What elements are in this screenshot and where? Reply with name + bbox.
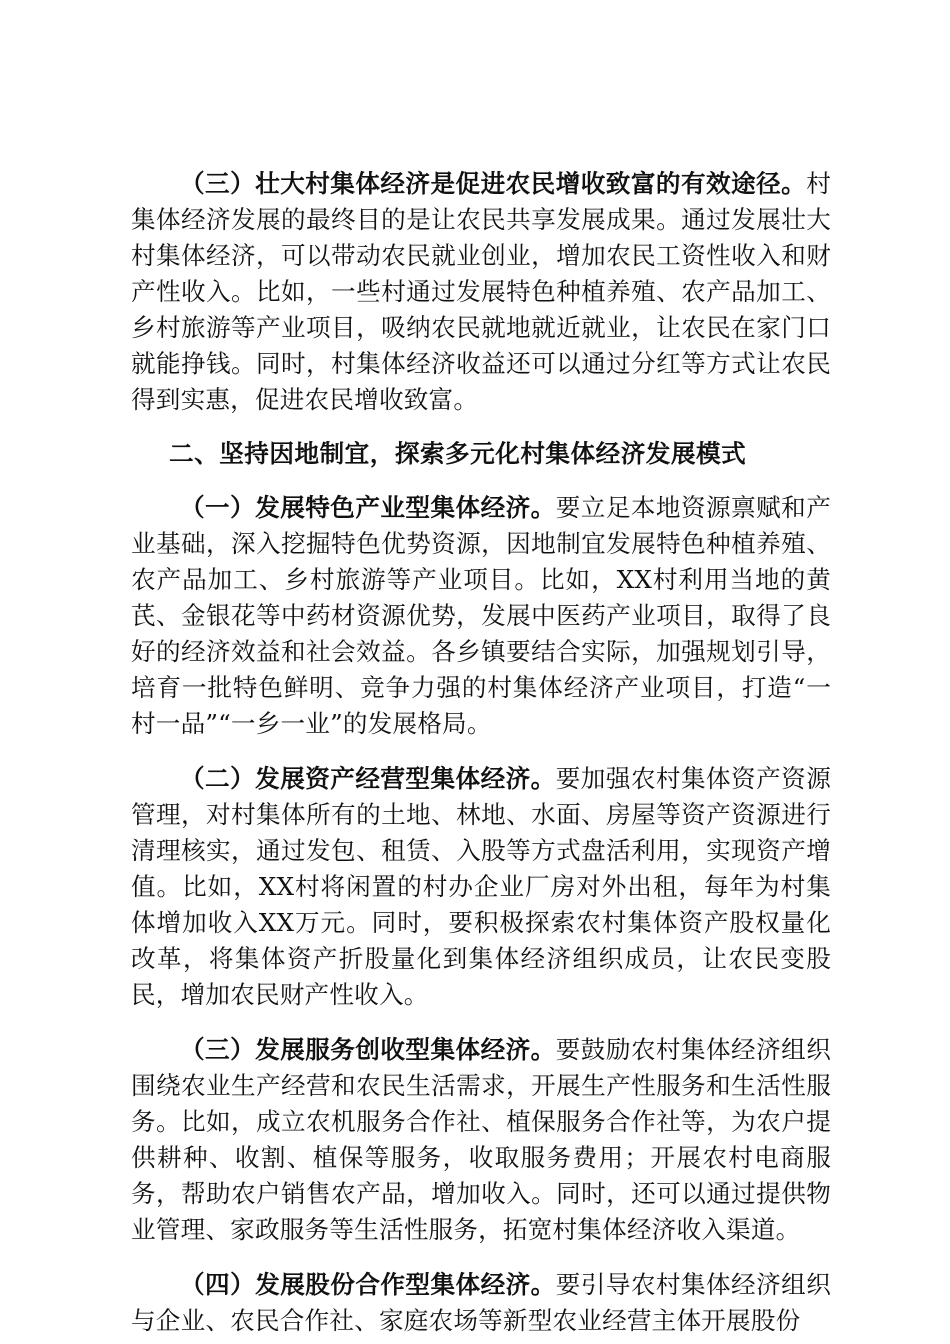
document-body bbox=[131, 166, 831, 1339]
section-heading: 二、坚持因地制宜，探索多元化村集体经济发展模式 bbox=[169, 439, 747, 468]
paragraph-income-growth bbox=[131, 166, 831, 418]
paragraph-specialty-industry bbox=[131, 490, 831, 742]
paragraph-asset-operation bbox=[131, 761, 831, 1013]
paragraph-text: 村集体经济发展的最终目的是让农民共享发展成果。通过发展壮大村集体经济，可以带动农民就业创业，增加农民工资性收入和财产性收入。比如，一些村通过发展特色种植养殖、农产品加工、乡村旅游等产业项目，吸纳农民就地就近就业，让农民在家门口就能挣钱。同时，村集体经济收益还可以通过分红等方式让农民得到实惠，促进农民增收致富。 bbox=[131, 169, 831, 414]
paragraph-text: 要鼓励农村集体经济组织围绕农业生产经营和农民生活需求，开展生产性服务和生活性服务。比如，成立农机服务合作社、植保服务合作社等，为农户提供耕种、收割、植保等服务，收取服务费用；开展农村电商服务，帮助农户销售农产品，增加收入。同时，还可以通过提供物业管理、家政服务等生活性服务，拓宽村集体经济收入渠道。 bbox=[131, 1035, 831, 1244]
paragraph-lead: （四）发展股份合作型集体经济。 bbox=[180, 1270, 556, 1299]
paragraph-shareholding-cooperation bbox=[131, 1267, 831, 1339]
paragraph-text: 要加强农村集体资产资源管理，对村集体所有的土地、林地、水面、房屋等资产资源进行清理核实，通过发包、租赁、入股等方式盘活利用，实现资产增值。比如，XX村将闲置的村办企业厂房对外出租，每年为村集体增加收入XX万元。同时，要积极探索农村集体资产股权量化改革，将集体资产折股量化到集体经济组织成员，让农民变股民，增加农民财产性收入。 bbox=[131, 764, 831, 1009]
paragraph-lead: （一）发展特色产业型集体经济。 bbox=[180, 493, 556, 522]
paragraph-lead: （二）发展资产经营型集体经济。 bbox=[180, 764, 556, 793]
paragraph-lead: （三）发展服务创收型集体经济。 bbox=[180, 1035, 556, 1064]
paragraph-lead: （三）壮大村集体经济是促进农民增收致富的有效途径。 bbox=[180, 169, 807, 198]
paragraph-text: 要引导农村集体经济组织与企业、农民合作社、家庭农场等新型农业经营主体开展股份 bbox=[131, 1270, 831, 1335]
paragraph-service-income bbox=[131, 1032, 831, 1248]
paragraph-text: 要立足本地资源禀赋和产业基础，深入挖掘特色优势资源，因地制宜发展特色种植养殖、农产品加工、乡村旅游等产业项目。比如，XX村利用当地的黄芪、金银花等中药材资源优势，发展中医药产业项目，取得了良好的经济效益和社会效益。各乡镇要结合实际，加强规划引导，培育一批特色鲜明、竞争力强的村集体经济产业项目，打造“一村一品”“一乡一业”的发展格局。 bbox=[131, 493, 831, 738]
